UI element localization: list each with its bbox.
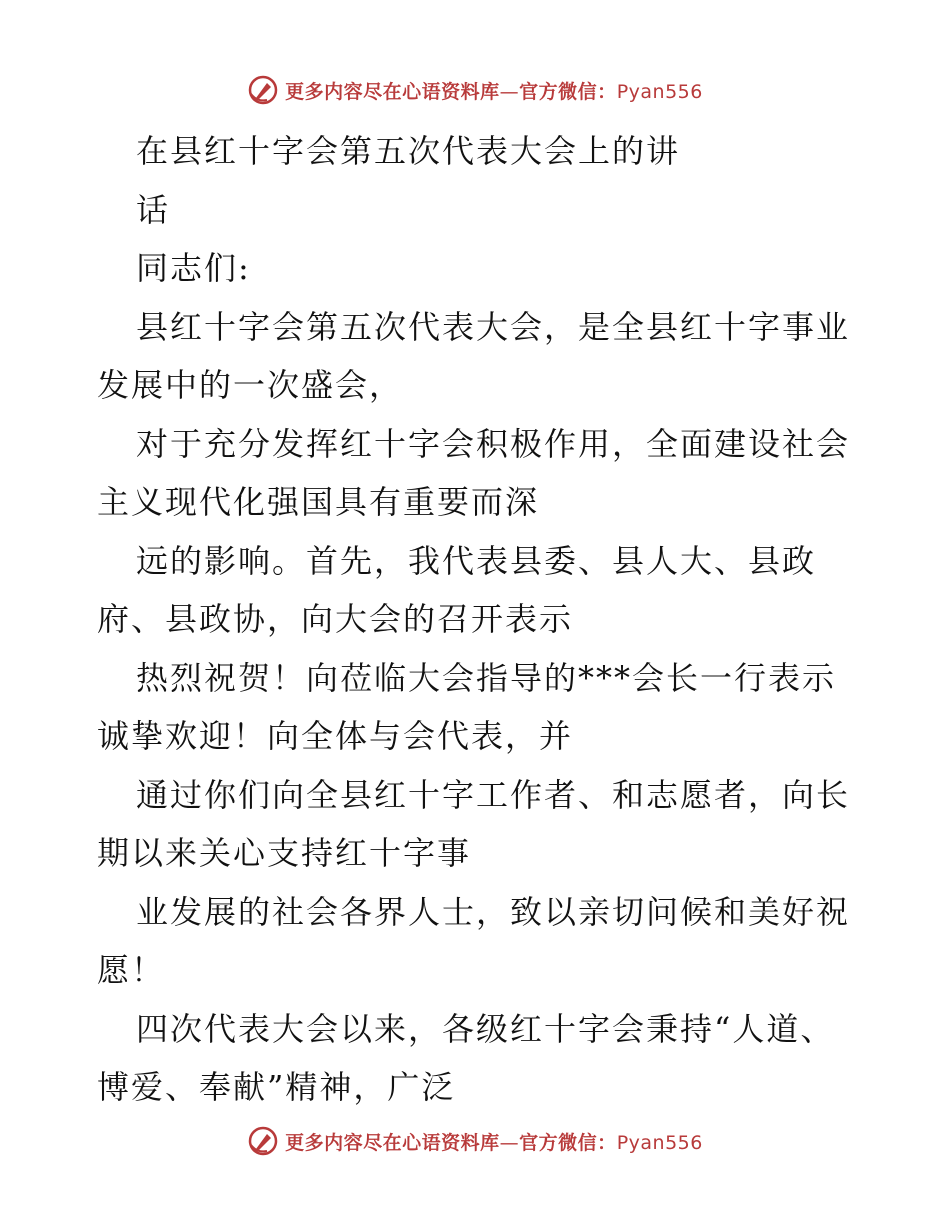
watermark-wechat-label: 官方微信： [519, 80, 617, 103]
paragraph-line: 主义现代化强国具有重要而深 [97, 483, 540, 521]
paragraph-line: 热烈祝贺！向莅临大会指导的***会长一行表示 [136, 658, 837, 697]
paragraph-line: 博爱、奉献”精神，广泛 [97, 1068, 456, 1106]
paragraph-line: 业发展的社会各界人士，致以亲切问候和美好祝 [136, 892, 851, 931]
paragraph-line: 同志们: [136, 249, 251, 287]
footer-watermark [0, 1121, 950, 1161]
paragraph-line: 发展中的一次盛会， [97, 366, 404, 404]
paragraph-line: 通过你们向全县红十字工作者、和志愿者，向长 [136, 775, 851, 814]
paragraph-line: 期以来关心支持红十字事 [97, 834, 472, 872]
watermark-separator: — [499, 1131, 520, 1154]
paragraph-line: 话 [136, 190, 171, 229]
watermark-wechat-id: Pyan556 [616, 1131, 703, 1154]
watermark-wechat-id: Pyan556 [616, 80, 703, 103]
watermark-text [285, 1128, 703, 1155]
document-body [97, 122, 857, 1117]
watermark-wechat-label: 官方微信： [519, 1131, 617, 1154]
watermark-site: 更多内容尽在心语资料库 [285, 1131, 500, 1154]
paragraph-line: 诚挚欢迎！向全体与会代表，并 [97, 717, 574, 755]
watermark-text [285, 77, 703, 104]
pen-nib-icon [247, 1125, 279, 1157]
paragraph-line: 对于充分发挥红十字会积极作用，全面建设社会 [136, 424, 851, 463]
paragraph-line: 愿！ [97, 951, 166, 989]
pen-nib-icon [247, 74, 279, 106]
header-watermark [0, 70, 950, 110]
paragraph-line: 远的影响。首先，我代表县委、县人大、县政 [136, 541, 817, 580]
watermark-site: 更多内容尽在心语资料库 [285, 80, 500, 103]
paragraph-line: 县红十字会第五次代表大会，是全县红十字事业 [136, 307, 851, 346]
paragraph-line: 四次代表大会以来，各级红十字会秉持“人道、 [136, 1009, 835, 1048]
paragraph-line: 府、县政协，向大会的召开表示 [97, 600, 574, 638]
document-title-line: 在县红十字会第五次代表大会上的讲 [136, 132, 681, 170]
watermark-separator: — [499, 80, 520, 103]
